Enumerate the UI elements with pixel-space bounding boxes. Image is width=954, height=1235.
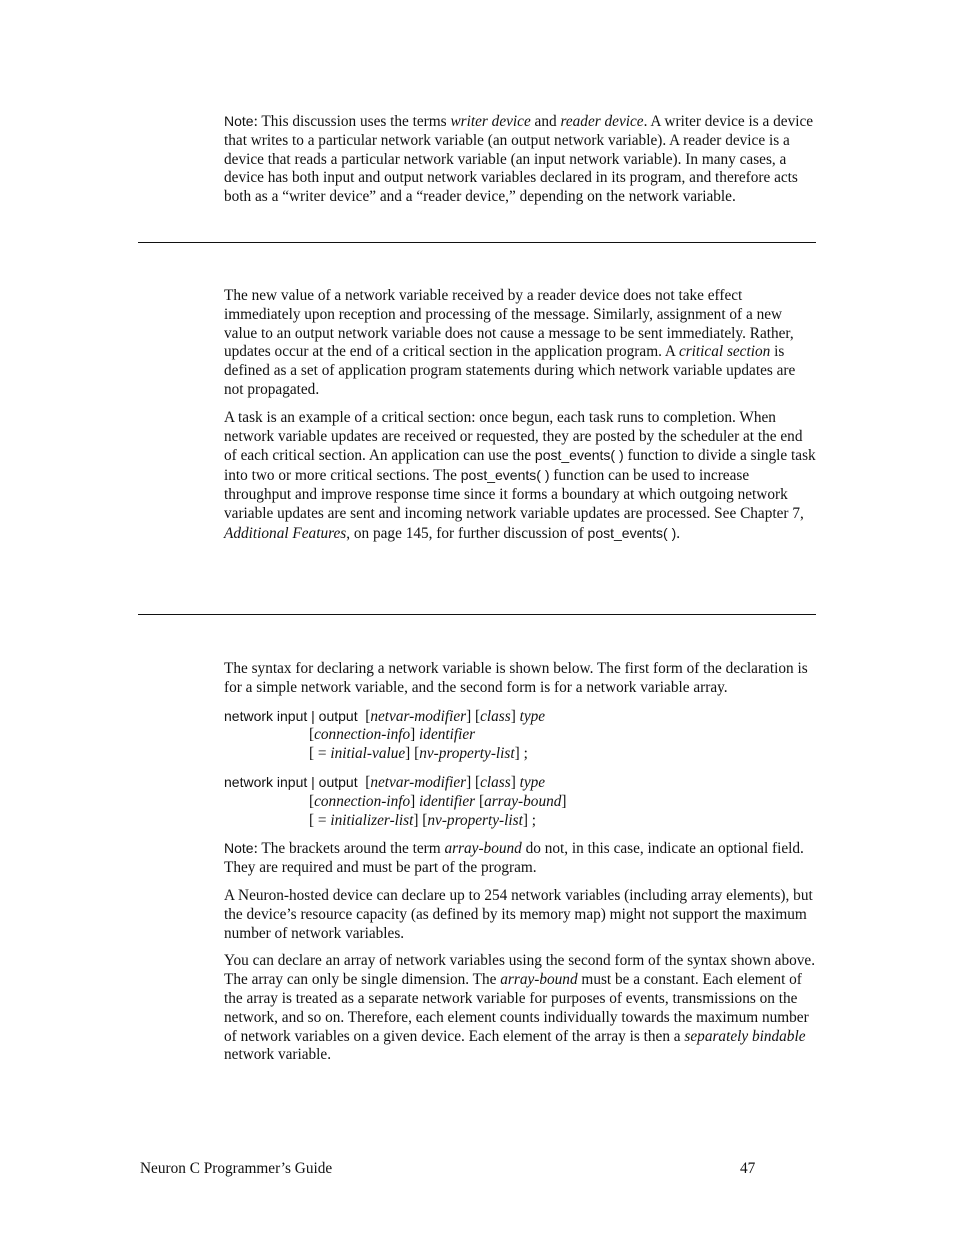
note-text: . A writer device is a device that writes to a particular network variable (an output network variable). A reader device is a device that reads a particular network variable (an input network variable). In many cases, a device has both input and output network variables declared in its program, and therefore acts both as a “writer device” and a “reader device,” depending on the network variable. bbox=[224, 113, 814, 206]
term-writer-device: writer device bbox=[450, 113, 531, 130]
footer-title: Neuron C Programmer’s Guide bbox=[140, 1160, 333, 1177]
text: A task is an example of a critical section: once begun, each task runs to completion. When network variable updates are received or requested, they are posted by the scheduler at the end of each critical section. An application can use the bbox=[224, 408, 803, 465]
text: . bbox=[676, 524, 681, 542]
term-array-bound: array-bound bbox=[500, 971, 578, 989]
text: ; bbox=[519, 745, 528, 763]
note-paragraph bbox=[224, 839, 816, 878]
text: : The brackets around the term bbox=[253, 840, 445, 858]
text: must be a constant. Each element of the array is treated as a separate network variable for purposes of events, transmissions on the network, and so on. Therefore, each element counts individually towards the maximum number of network variables on a given device. Each element of the array is then a bbox=[224, 971, 809, 1045]
syntax-term: netvar-modifier bbox=[370, 707, 467, 725]
function-name: post_events( ) bbox=[460, 467, 550, 484]
text: You can declare an array of network variables using the second form of the syntax shown above. The array can only be single dimension. The bbox=[224, 952, 816, 989]
syntax-term: initial-value bbox=[330, 745, 406, 763]
paragraph: The syntax for declaring a network variable is shown below. The first form of the declaration is for a simple network variable, and the second form is for a network variable array. bbox=[224, 660, 808, 696]
function-name: post_events( ) bbox=[587, 524, 677, 541]
text: function can be used to increase throughput and improve response time since it forms a boundary at which outgoing network variable updates are sent and incoming network variable updates are processed. See Chapter 7, bbox=[224, 467, 804, 522]
keyword: network input | output bbox=[224, 773, 358, 790]
syntax-line: network input | output [netvar-modifier] [class] type bbox=[224, 707, 546, 725]
syntax-block-simple bbox=[224, 707, 816, 764]
syntax-line: [connection-info] identifier [array-bound] bbox=[309, 792, 567, 810]
note-text: : This discussion uses the terms bbox=[253, 113, 451, 130]
syntax-line: [connection-info] identifier bbox=[309, 726, 476, 744]
syntax-term: class bbox=[480, 707, 511, 725]
paragraph bbox=[224, 952, 816, 1065]
critical-section-block bbox=[224, 287, 816, 552]
syntax-term: nv-property-list bbox=[419, 745, 515, 763]
syntax-term: nv-property-list bbox=[427, 811, 523, 829]
syntax-term: identifier bbox=[419, 726, 476, 744]
page-number: 47 bbox=[740, 1160, 756, 1177]
syntax-section-block bbox=[224, 660, 816, 1074]
syntax-term: array-bound bbox=[484, 792, 562, 810]
syntax-line: [ = initializer-list] [nv-property-list] ; bbox=[309, 811, 537, 829]
syntax-term: initializer-list bbox=[330, 811, 414, 829]
syntax-line: network input | output [netvar-modifier] [class] type bbox=[224, 773, 546, 791]
syntax-term: class bbox=[480, 773, 511, 791]
term-array-bound: array-bound bbox=[444, 840, 522, 858]
text: function to divide a single task into two or more critical sections. The bbox=[224, 447, 816, 485]
note-paragraph bbox=[224, 112, 816, 207]
syntax-term: connection-info bbox=[314, 726, 411, 744]
syntax-term: connection-info bbox=[314, 792, 411, 810]
term-separately-bindable: separately bindable bbox=[684, 1027, 806, 1045]
text: The new value of a network variable received by a reader device does not take effect immediately upon reception and processing of the message. Similarly, assignment of a new value to an output network variable does not cause a message to be sent immediately. Rather, updates occur at the end of a critical section in the application program. A bbox=[224, 287, 794, 361]
paragraph bbox=[224, 287, 816, 400]
section-divider bbox=[138, 614, 816, 615]
section-divider bbox=[138, 242, 816, 243]
note-block bbox=[224, 112, 816, 216]
syntax-term: type bbox=[519, 773, 546, 791]
text: = bbox=[314, 811, 331, 829]
chapter-reference: Additional Features bbox=[224, 524, 347, 542]
term-critical-section: critical section bbox=[678, 343, 771, 361]
paragraph bbox=[224, 409, 816, 544]
text: = bbox=[314, 745, 331, 763]
syntax-term: identifier bbox=[419, 792, 476, 810]
keyword: network input | output bbox=[224, 707, 358, 724]
text: ; bbox=[527, 811, 537, 829]
note-label: Note bbox=[224, 840, 254, 857]
term-reader-device: reader device bbox=[560, 113, 644, 130]
syntax-block-array bbox=[224, 773, 816, 830]
syntax-line: [ = initial-value] [nv-property-list] ; bbox=[309, 745, 528, 763]
text: is defined as a set of application program statements during which network variable updates are not propagated. bbox=[224, 343, 796, 398]
syntax-term: type bbox=[519, 707, 546, 725]
note-label: Note bbox=[224, 113, 254, 129]
function-name: post_events( ) bbox=[534, 447, 624, 464]
text: , on page 145, for further discussion of bbox=[346, 524, 588, 542]
paragraph: A Neuron-hosted device can declare up to 254 network variables (including array elements), but the device’s resource capacity (as defined by its memory map) might not support the maximum number of network variables. bbox=[224, 886, 813, 942]
text: network variable. bbox=[224, 1046, 332, 1064]
text: do not, in this case, indicate an optional field. They are required and must be part of the program. bbox=[224, 840, 804, 877]
note-text: and bbox=[530, 113, 561, 130]
syntax-term: netvar-modifier bbox=[370, 773, 467, 791]
